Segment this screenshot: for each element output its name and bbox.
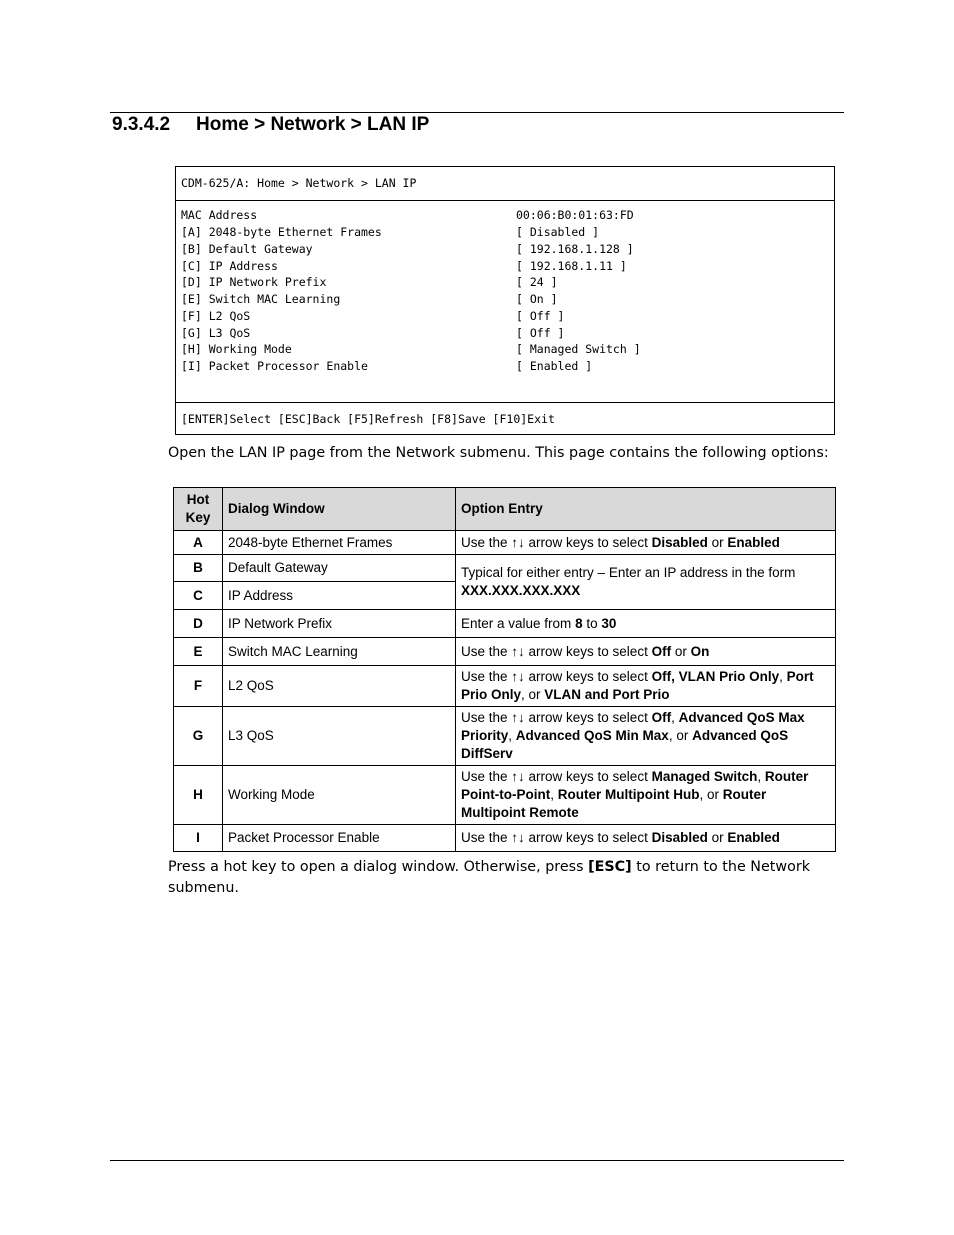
terminal-row-f: [F] L2 QoS [ Off ] (181, 309, 565, 323)
outro-paragraph: Press a hot key to open a dialog window. Otherwise, press [ESC] to return to the Network submenu. (168, 859, 811, 896)
table-row: C IP Address (174, 582, 836, 610)
terminal-screen (175, 166, 835, 435)
terminal-title: CDM-625/A: Home > Network > LAN IP (181, 176, 417, 190)
table-row: H Working Mode Use the ↑↓ arrow keys to select Managed Switch, Router Point-to-Point, Router Multipoint Hub, or Router Multipoint Remote (174, 766, 836, 825)
table-row: D IP Network Prefix Enter a value from 8 to 30 (174, 610, 836, 638)
terminal-divider (176, 402, 834, 403)
table-row: B Default Gateway Typical for either entry – Enter an IP address in the form XXX.XXX.XXX.XXX (174, 555, 836, 582)
terminal-row-e: [E] Switch MAC Learning [ On ] (181, 292, 558, 306)
terminal-row-a: [A] 2048-byte Ethernet Frames [ Disabled ] (181, 225, 600, 239)
table-row: E Switch MAC Learning Use the ↑↓ arrow keys to select Off or On (174, 638, 836, 666)
section-number: 9.3.4.2 (112, 114, 171, 135)
terminal-row-c: [C] IP Address [ 192.168.1.11 ] (181, 259, 627, 273)
table-row: I Packet Processor Enable Use the ↑↓ arrow keys to select Disabled or Enabled (174, 825, 836, 852)
table-row: F L2 QoS Use the ↑↓ arrow keys to select Off, VLAN Prio Only, Port Prio Only, or VLAN and Port Prio (174, 666, 836, 707)
header-hot-key: Hot Key (174, 488, 223, 531)
terminal-row-mac: MAC Address 00:06:B0:01:63:FD (181, 208, 634, 222)
section-heading (112, 114, 429, 136)
terminal-row-g: [G] L3 QoS [ Off ] (181, 326, 565, 340)
footer-rule (110, 1160, 844, 1161)
header-option-entry: Option Entry (456, 488, 836, 531)
terminal-row-d: [D] IP Network Prefix [ 24 ] (181, 275, 558, 289)
terminal-row-h: [H] Working Mode [ Managed Switch ] (181, 342, 641, 356)
intro-paragraph: Open the LAN IP page from the Network submenu. This page contains the following options: (168, 445, 829, 461)
header-dialog-window: Dialog Window (223, 488, 456, 531)
header-rule (110, 112, 844, 113)
table-row: A 2048-byte Ethernet Frames Use the ↑↓ arrow keys to select Disabled or Enabled (174, 531, 836, 555)
terminal-footer: [ENTER]Select [ESC]Back [F5]Refresh [F8]Save [F10]Exit (181, 412, 555, 426)
section-title: Home > Network > LAN IP (196, 114, 430, 135)
terminal-row-b: [B] Default Gateway [ 192.168.1.128 ] (181, 242, 634, 256)
terminal-row-i: [I] Packet Processor Enable [ Enabled ] (181, 359, 593, 373)
table-row: G L3 QoS Use the ↑↓ arrow keys to select Off, Advanced QoS Max Priority, Advanced QoS Min Max, or Advanced QoS DiffServ (174, 707, 836, 766)
table-header-row (174, 488, 836, 531)
options-table (173, 487, 836, 852)
terminal-divider (176, 200, 834, 201)
